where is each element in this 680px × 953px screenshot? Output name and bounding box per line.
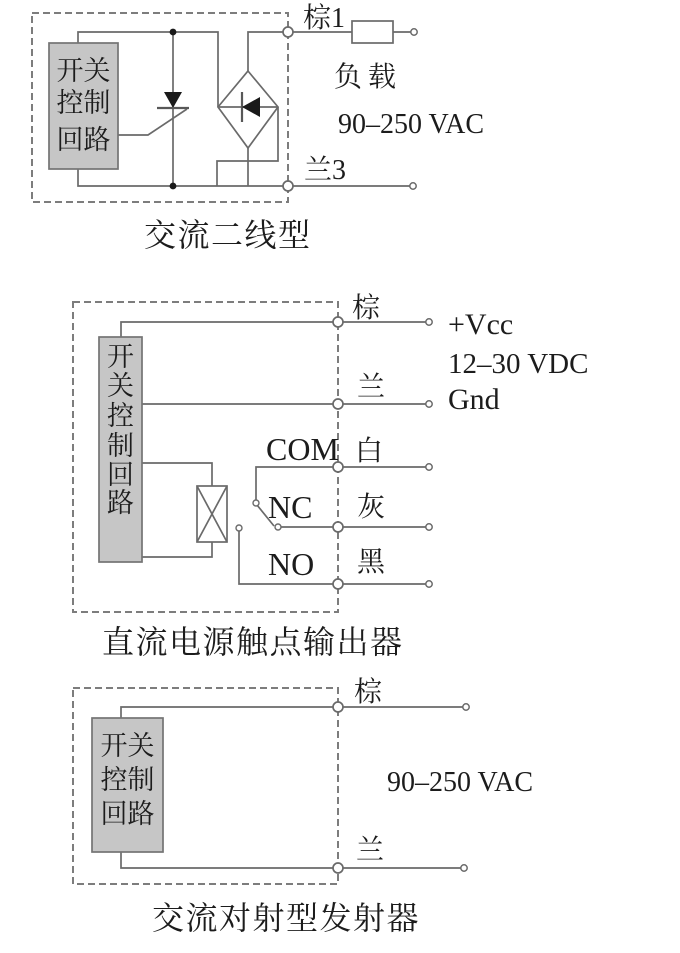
- control-box-char: 制: [107, 431, 134, 461]
- wire-vcc: [121, 322, 338, 337]
- relay-coil-icon: [197, 486, 227, 542]
- control-box-line: 控制: [56, 88, 111, 118]
- thyristor-icon: [157, 92, 189, 108]
- wire-coil-bottom: [142, 542, 212, 557]
- control-box-line: 回路: [56, 125, 111, 155]
- blue-wire-label: 兰: [356, 835, 385, 866]
- control-box-char: 关: [107, 371, 134, 401]
- wire-top-rail: [121, 707, 338, 718]
- com-pivot-contact: [253, 500, 259, 506]
- voltage-label: 90–250 VAC: [338, 109, 485, 140]
- terminal-brown: [333, 702, 343, 712]
- gray-wire-label: 灰: [357, 492, 386, 523]
- wire-bridge-top-leg: [248, 32, 288, 71]
- terminal-blue: [333, 863, 343, 873]
- control-box-char: 路: [107, 488, 134, 518]
- diagram-caption: 交流二线型: [144, 217, 312, 253]
- control-box-char: 开: [107, 342, 134, 372]
- control-box-char: 控: [107, 401, 134, 431]
- no-label: NO: [268, 546, 315, 582]
- control-box-line: 回路: [100, 799, 155, 829]
- wire-end-circle: [426, 524, 432, 530]
- blue-wire-label: 兰3: [304, 155, 347, 186]
- voltage-label: 90–250 VAC: [387, 767, 534, 798]
- control-box-line: 开关: [56, 56, 111, 86]
- blue-wire-label: 兰: [357, 372, 386, 403]
- wire-end-circle: [410, 183, 416, 189]
- vcc-label: +Vcc: [448, 308, 514, 341]
- wire-end-circle: [461, 865, 467, 871]
- brown-wire-label: 棕: [354, 677, 383, 708]
- wire-coil-top: [142, 463, 212, 486]
- control-box-line: 开关: [100, 731, 155, 761]
- diagram-dc-contact-output: [73, 292, 588, 660]
- wire-end-circle: [426, 464, 432, 470]
- terminal-blue: [333, 399, 343, 409]
- wire-gate: [118, 109, 187, 135]
- wire-bottom-rail: [78, 169, 288, 186]
- thyristor-triangle: [164, 92, 182, 108]
- terminal-blue: [283, 181, 293, 191]
- supply-voltage-label: 12–30 VDC: [448, 348, 589, 380]
- com-label: COM: [266, 431, 339, 467]
- black-wire-label: 黑: [357, 547, 386, 578]
- brown-wire-label: 棕1: [303, 3, 346, 34]
- terminal-gray: [333, 522, 343, 532]
- junction-dot: [170, 29, 177, 36]
- diagram-caption: 交流对射型发射器: [152, 900, 421, 936]
- nc-label: NC: [268, 489, 313, 525]
- load-resistor-icon: [352, 21, 393, 43]
- wire-bottom-rail: [121, 852, 338, 868]
- junction-dot: [170, 183, 177, 190]
- wire-end-circle: [426, 581, 432, 587]
- terminal-black: [333, 579, 343, 589]
- terminal-brown: [283, 27, 293, 37]
- wire-end-circle: [426, 401, 432, 407]
- gnd-label: Gnd: [448, 383, 500, 416]
- diagram-ac-emitter: [73, 676, 533, 936]
- diagram-caption: 直流电源触点输出器: [102, 624, 404, 660]
- white-wire-label: 白: [355, 436, 384, 467]
- control-box-line: 控制: [100, 765, 155, 795]
- load-label: 负载: [334, 62, 403, 93]
- brown-wire-label: 棕: [352, 293, 381, 324]
- bridge-rectifier-icon: [218, 71, 278, 148]
- wire-end-circle: [463, 704, 469, 710]
- wire-end-circle: [426, 319, 432, 325]
- wire-end-circle: [411, 29, 417, 35]
- terminal-brown: [333, 317, 343, 327]
- control-box-char: 回: [107, 460, 134, 490]
- no-contact: [236, 525, 242, 531]
- diagram-ac-two-wire: [32, 2, 484, 253]
- diode-triangle: [242, 97, 260, 117]
